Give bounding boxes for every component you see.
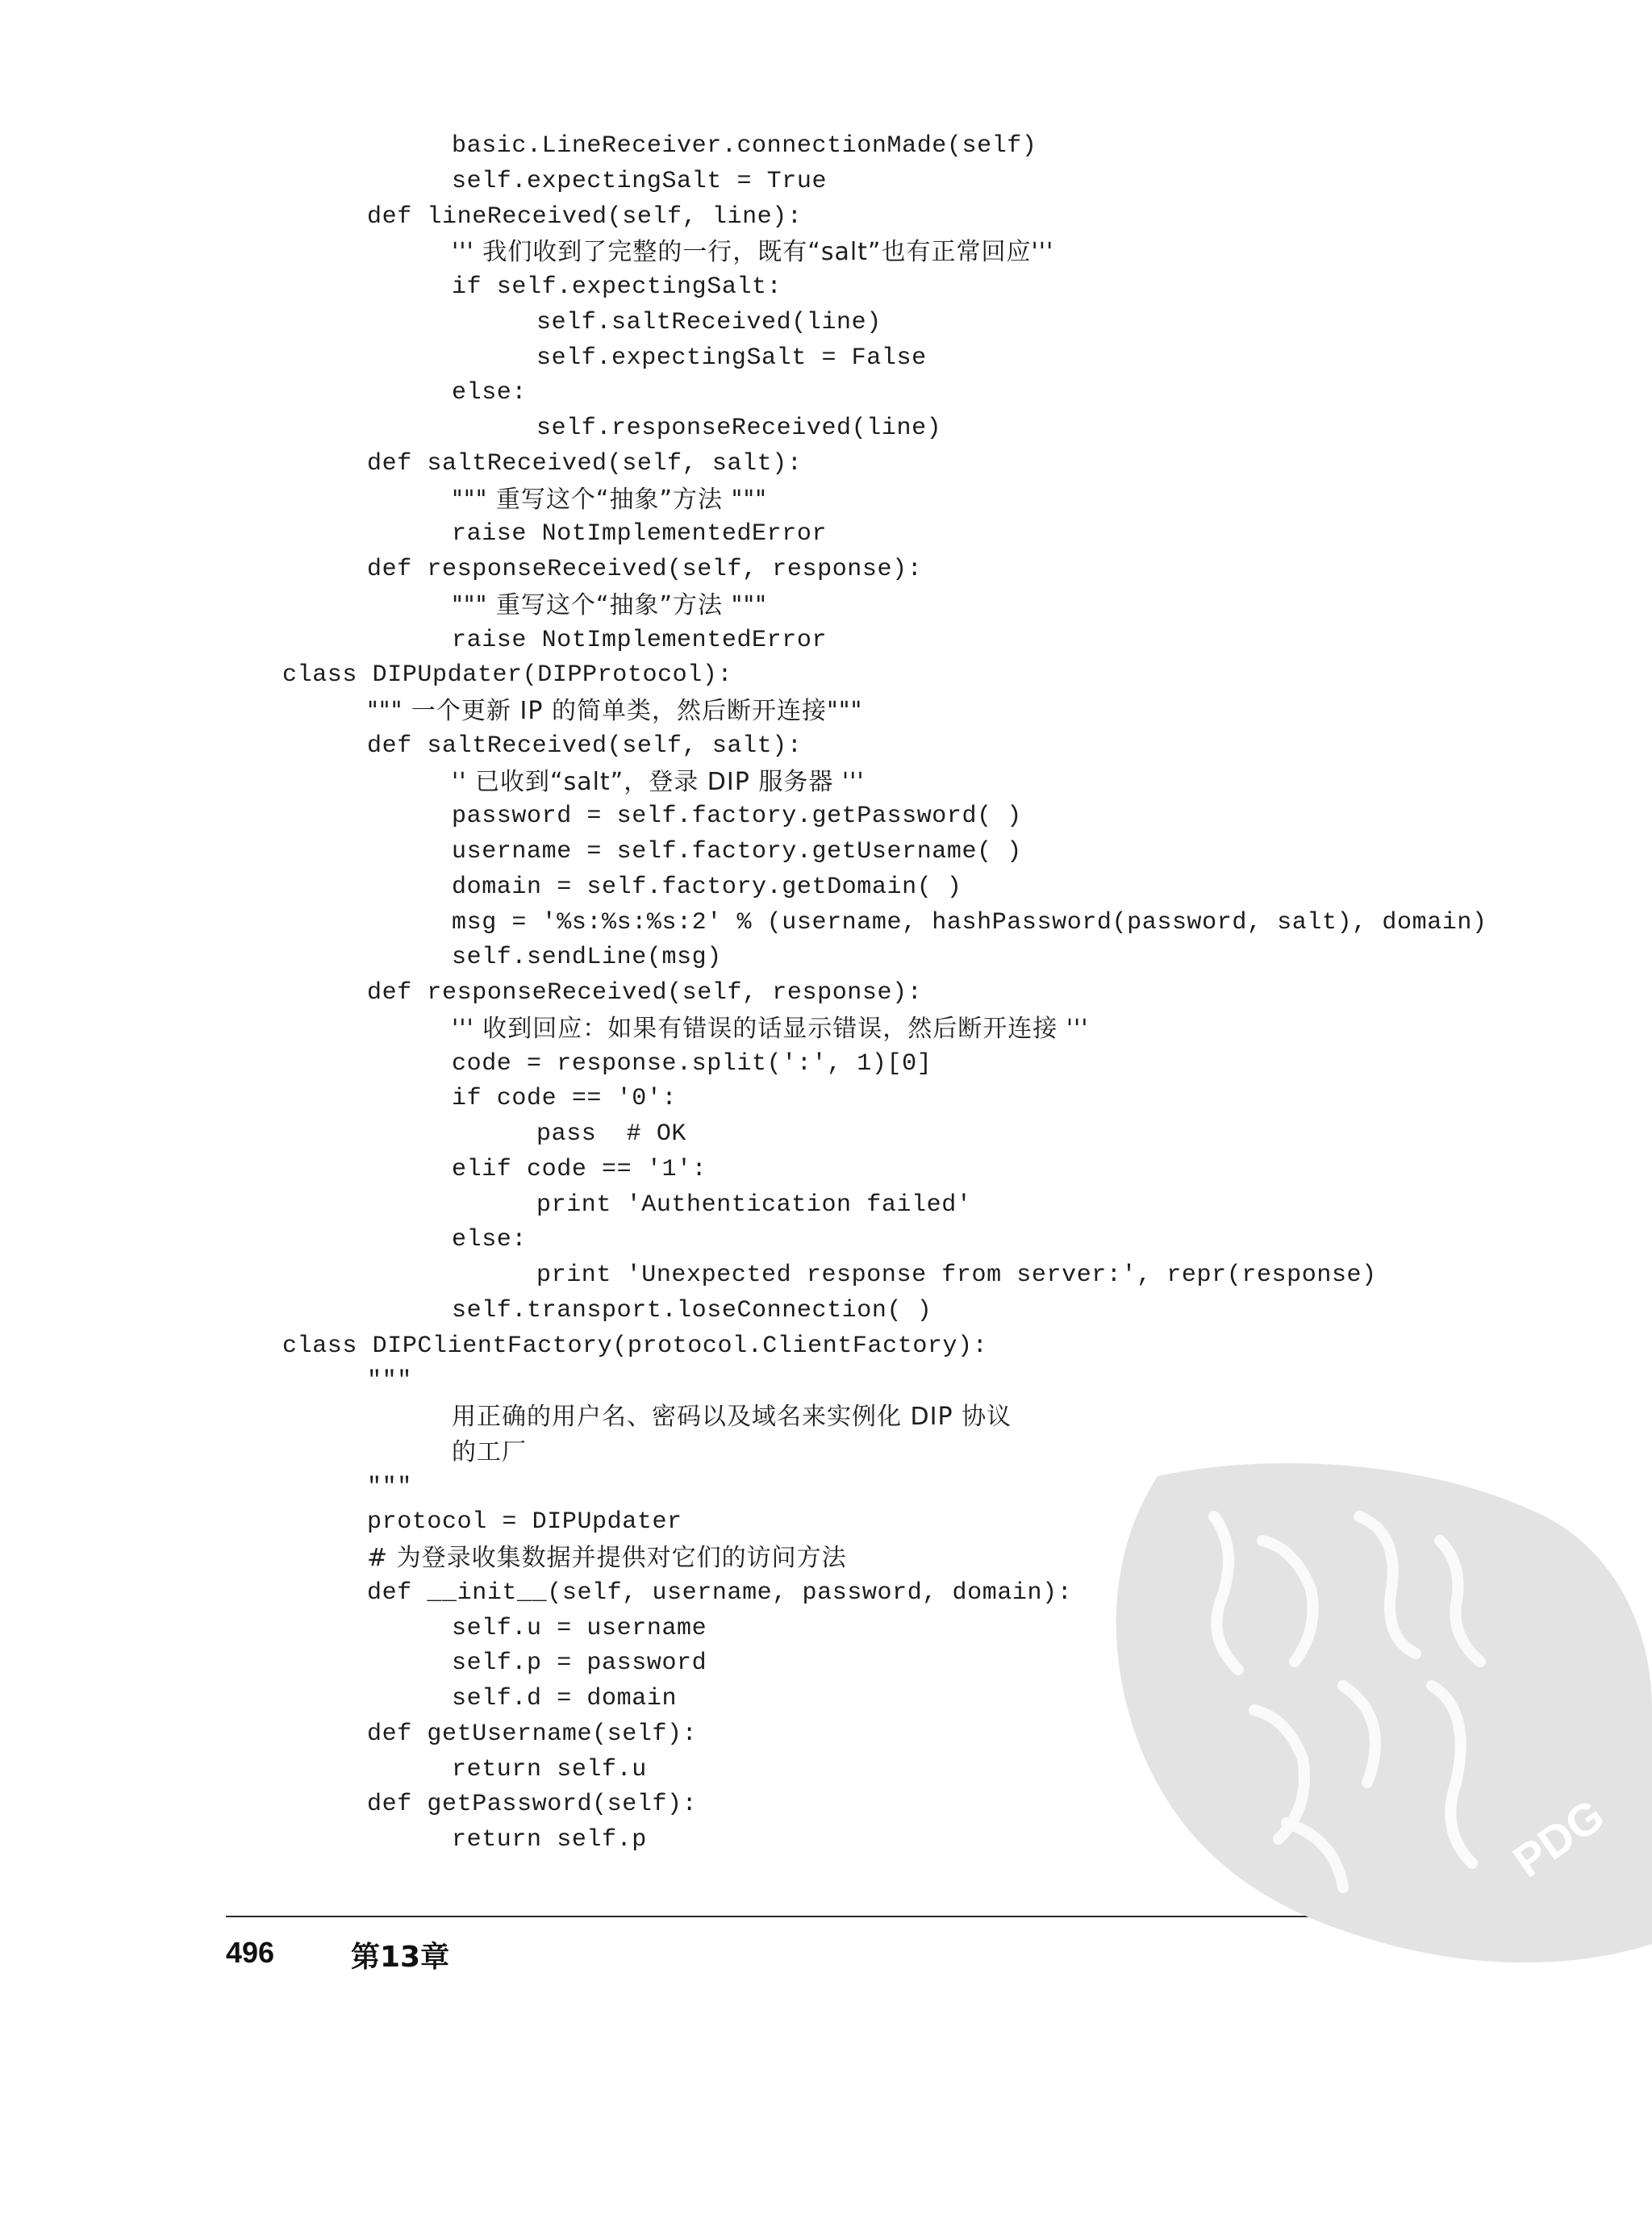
code-line: username = self.factory.getUsername( ) — [452, 838, 1022, 865]
code-line: def responseReceived(self, response): — [367, 979, 923, 1007]
code-line: msg = '%s:%s:%s:2' % (username, hashPassword(password, salt), domain) — [452, 908, 1487, 936]
code-line: def lineReceived(self, line): — [367, 202, 803, 231]
code-line: self.transport.loseConnection( ) — [452, 1296, 932, 1324]
code-line: else: — [452, 1226, 528, 1254]
code-line: def __init__(self, username, password, domain): — [367, 1579, 1073, 1607]
code-line: def saltReceived(self, salt): — [367, 449, 803, 478]
library-seal-watermark — [1093, 1444, 1652, 1976]
code-line: def getPassword(self): — [367, 1791, 698, 1819]
code-line: protocol = DIPUpdater — [367, 1508, 682, 1537]
seal-pdg-text: PDG — [1504, 1788, 1614, 1887]
code-line: self.expectingSalt = True — [452, 167, 828, 195]
code-line: 的工厂 — [452, 1437, 527, 1466]
code-line: self.p = password — [452, 1650, 707, 1678]
code-line: else: — [452, 379, 528, 407]
code-line: if self.expectingSalt: — [452, 273, 782, 301]
code-line: """ 一个更新 IP 的简单类，然后断开连接""" — [367, 697, 863, 725]
code-line: ''' 我们收到了完整的一行，既有“salt”也有正常回应''' — [452, 238, 1054, 267]
code-line: return self.p — [452, 1826, 647, 1854]
code-line: pass # OK — [536, 1120, 687, 1148]
code-line: self.sendLine(msg) — [452, 944, 722, 972]
code-line: self.responseReceived(line) — [536, 415, 942, 442]
code-line: raise NotImplementedError — [452, 626, 828, 654]
code-line: if code == '0': — [452, 1085, 678, 1113]
chapter-label: 第13章 — [351, 1941, 450, 1974]
code-line: return self.u — [452, 1755, 647, 1783]
code-line: self.d = domain — [452, 1685, 678, 1712]
code-line: basic.LineReceiver.connectionMade(self) — [452, 132, 1037, 160]
code-line: self.u = username — [452, 1614, 707, 1642]
code-line: def saltReceived(self, salt): — [367, 732, 803, 760]
code-line: code = response.split(':', 1)[0] — [452, 1049, 932, 1078]
code-line: print 'Authentication failed' — [536, 1191, 972, 1219]
code-line: 用正确的用户名、密码以及域名来实例化 DIP 协议 — [452, 1403, 1012, 1431]
code-line: '' 已收到“salt”，登录 DIP 服务器 ''' — [452, 767, 865, 796]
code-line: class DIPUpdater(DIPProtocol): — [282, 661, 733, 690]
code-line: """ — [367, 1367, 412, 1395]
code-line: domain = self.factory.getDomain( ) — [452, 873, 962, 901]
page-number: 496 — [226, 1936, 275, 1969]
code-line: def responseReceived(self, response): — [367, 556, 923, 583]
code-line: """ 重写这个“抽象”方法 """ — [452, 590, 767, 619]
code-line: raise NotImplementedError — [452, 520, 828, 548]
code-line: class DIPClientFactory(protocol.ClientFactory): — [282, 1332, 988, 1360]
code-line: # 为登录收集数据并提供对它们的访问方法 — [367, 1544, 847, 1572]
code-line: """ 重写这个“抽象”方法 """ — [452, 485, 767, 514]
code-line: print 'Unexpected response from server:', repr(response) — [536, 1262, 1377, 1289]
code-line: """ — [367, 1473, 412, 1501]
code-line: password = self.factory.getPassword( ) — [452, 803, 1022, 831]
code-line: def getUsername(self): — [367, 1720, 698, 1748]
code-line: ''' 收到回应：如果有错误的话显示错误，然后断开连接 ''' — [452, 1014, 1089, 1043]
code-line: self.saltReceived(line) — [536, 308, 882, 336]
code-line: elif code == '1': — [452, 1155, 707, 1183]
code-line: self.expectingSalt = False — [536, 344, 927, 372]
